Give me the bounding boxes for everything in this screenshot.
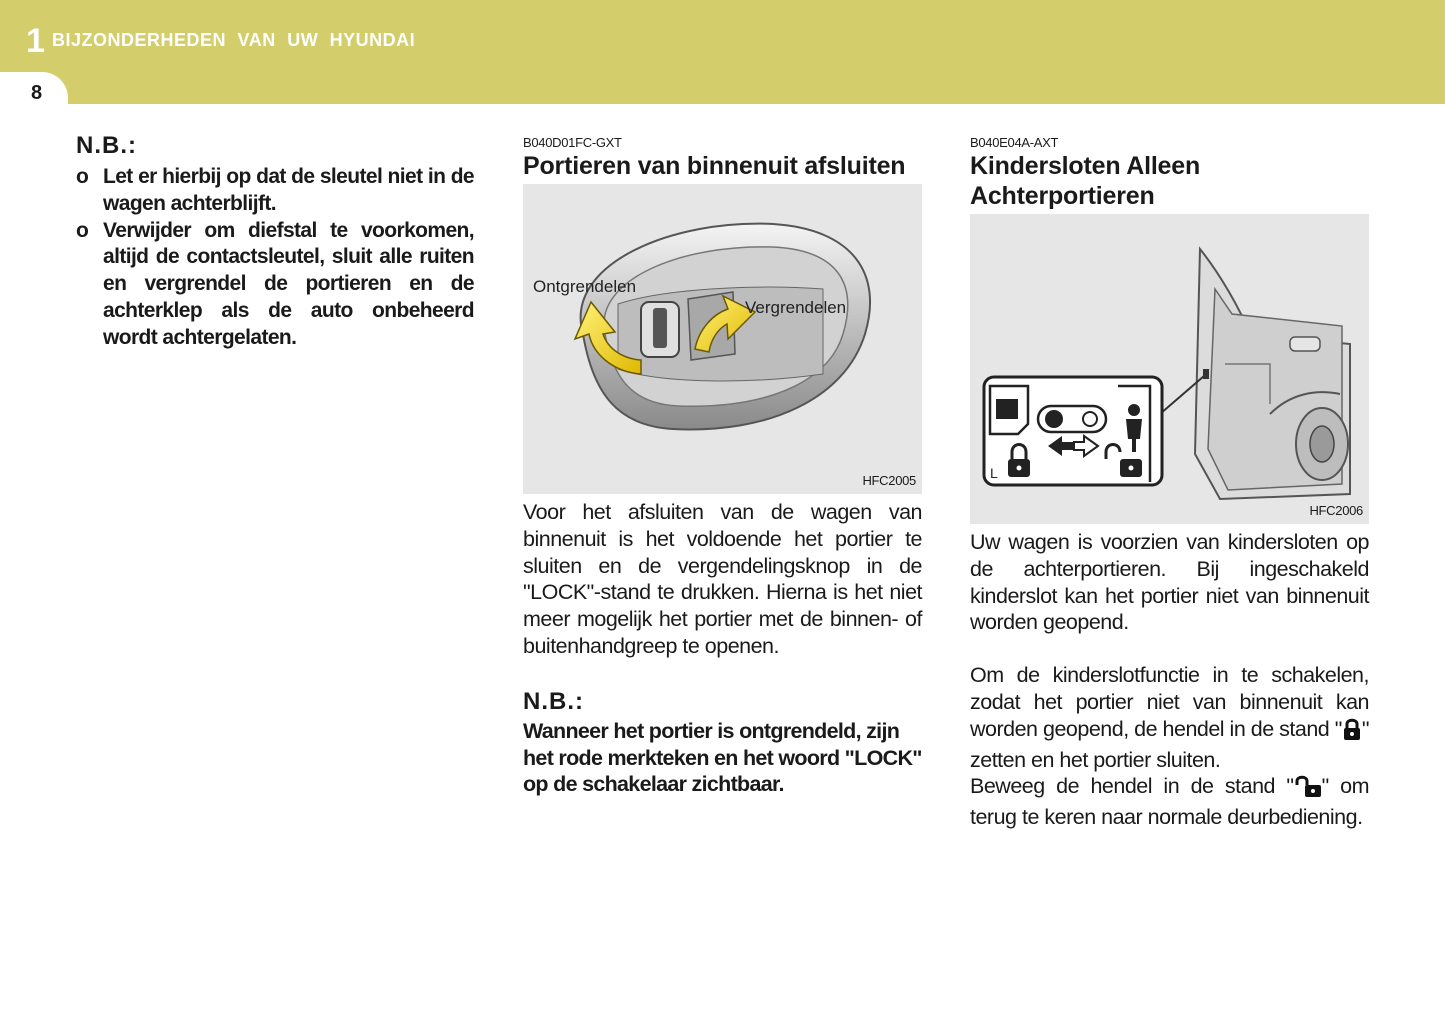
lock-label: Vergrendelen	[745, 298, 847, 317]
header-band	[0, 0, 1445, 104]
unlocked-padlock-icon	[1294, 775, 1322, 804]
section-title-line1: Kindersloten Alleen	[970, 152, 1201, 180]
section-title-line2: Achterportieren	[970, 182, 1155, 210]
bullet-text: Verwijder om diefstal te voorkomen, altijd de contactsleutel, sluit alle ruiten en vergrendel de portieren en de achterklep als de auto onbeheerd wordt achtergelaten.	[103, 218, 474, 349]
section-code: B040E04A-AXT	[970, 135, 1059, 150]
para2-text-a: Om de kinderslotfunctie in te schakelen, zodat het portier niet van binnenuit kan worden geopend, de hendel in de stand	[970, 663, 1369, 741]
left-column	[76, 132, 474, 352]
section-code: B040D01FC-GXT	[523, 135, 622, 150]
nb-heading: N.B.:	[523, 687, 584, 715]
child-lock-illustration	[970, 214, 1369, 524]
unlock-label: Ontgrendelen	[533, 277, 637, 296]
bullet-text: Let er hierbij op dat de sleutel niet in de wagen achterblijft.	[103, 165, 474, 215]
list-item	[76, 164, 474, 218]
figure-code: HFC2005	[862, 473, 916, 488]
body-text-para3	[970, 773, 1369, 831]
nb-heading: N.B.:	[76, 132, 137, 159]
page-number: 8	[31, 82, 43, 104]
middle-column	[523, 135, 922, 798]
bullet-mark: o	[76, 165, 89, 188]
list-item	[76, 218, 474, 352]
para3-text-b: " om terug te keren naar normale deurbediening.	[970, 774, 1369, 830]
door-handle-figure	[523, 184, 922, 494]
chapter-number: 1	[26, 22, 45, 60]
bullet-mark: o	[76, 218, 89, 242]
right-column	[970, 135, 1369, 831]
para2-text-b: " zetten en het portier sluiten.	[970, 716, 1370, 772]
body-text-para1: Uw wagen is voorzien van kindersloten op de achterportieren. Bij ingeschakeld kinderslot kan het portier niet van binnenuit worden geopend.	[970, 530, 1369, 635]
chapter-title: BIJZONDERHEDEN VAN UW HYUNDAI	[52, 30, 416, 50]
child-lock-figure	[970, 214, 1369, 524]
door-handle-illustration	[523, 184, 922, 494]
figure-code: HFC2006	[1309, 503, 1363, 518]
para3-text-a: Beweeg de hendel in de stand "	[970, 774, 1294, 799]
nb-text: Wanneer het portier is ontgrendeld, zijn het rode merkteken en het woord "LOCK" op de schakelaar zichtbaar.	[523, 718, 922, 797]
inset-letter: L	[990, 465, 998, 481]
body-text-para2: Om de kinderslotfunctie in te schakelen, zodat het portier niet van binnenuit kan worden geopend, de hendel in de stand " " zetten en het portier sluiten.	[970, 663, 1370, 772]
locked-padlock-icon	[1342, 718, 1362, 747]
body-text: Voor het afsluiten van de wagen van binnenuit is het voldoende het portier te sluiten en de vergendelingsknop in de "LOCK"-stand te drukken. Hierna is het niet meer mogelijk het portier met de binnen- of buitenhandgreep te openen.	[523, 500, 922, 658]
section-title: Portieren van binnenuit afsluiten	[523, 152, 906, 180]
